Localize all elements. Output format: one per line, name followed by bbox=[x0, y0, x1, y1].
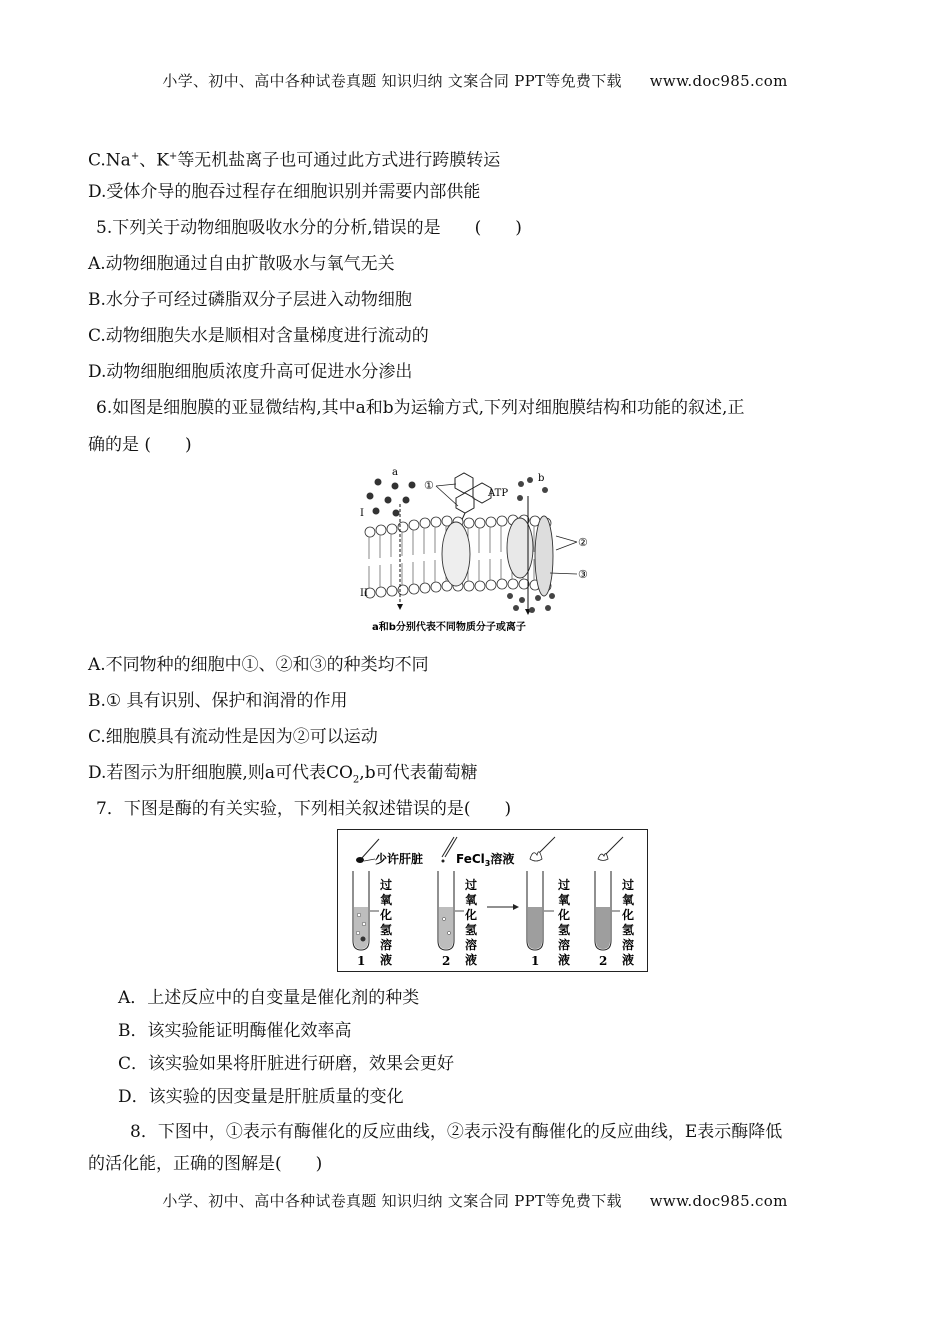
q4-option-c: C.Na+、K+等无机盐离子也可通过此方式进行跨膜转运 bbox=[88, 150, 501, 171]
svg-text:氧: 氧 bbox=[465, 893, 478, 907]
h2o2-label-2a: 过 bbox=[465, 878, 478, 892]
q5-option-d: D.动物细胞细胞质浓度升高可促进水分渗出 bbox=[88, 362, 413, 382]
q8-stem-line1: 8．下图中，①表示有酶催化的反应曲线，②表示没有酶催化的反应曲线，E表示酶降低 bbox=[130, 1122, 783, 1142]
footer-text: 小学、初中、高中各种试卷真题 知识归纳 文案合同 PPT等免费下载 bbox=[162, 1192, 622, 1210]
q6-option-a: A.不同物种的细胞中①、②和③的种类均不同 bbox=[88, 655, 429, 675]
svg-text:溶: 溶 bbox=[558, 938, 571, 952]
protein-embedded bbox=[442, 522, 470, 586]
h2o2-label-1a: 过 bbox=[380, 878, 393, 892]
q7-option-c: C．该实验如果将肝脏进行研磨，效果会更好 bbox=[118, 1054, 455, 1074]
q5-option-c: C.动物细胞失水是顺相对含量梯度进行流动的 bbox=[88, 326, 429, 346]
q7-stem: 7．下图是酶的有关实验，下列相关叙述错误的是( ) bbox=[96, 799, 512, 819]
label-liver: 少许肝脏 bbox=[375, 852, 424, 866]
tube-number-2a: 2 bbox=[442, 954, 451, 968]
label-1: ① bbox=[424, 479, 434, 492]
q6-option-c: C.细胞膜具有流动性是因为②可以运动 bbox=[88, 727, 378, 747]
page-footer bbox=[0, 1190, 950, 1211]
h2o2-label-2b: 过 bbox=[622, 878, 635, 892]
svg-text:液: 液 bbox=[465, 953, 478, 967]
protein-channel bbox=[535, 516, 553, 596]
label-side-II: II bbox=[360, 588, 368, 599]
svg-text:氧: 氧 bbox=[622, 893, 635, 907]
label-2: ② bbox=[578, 536, 588, 549]
h2o2-label-1b: 过 bbox=[558, 878, 571, 892]
label-side-I: I bbox=[360, 508, 364, 519]
svg-text:化: 化 bbox=[622, 908, 635, 922]
svg-text:液: 液 bbox=[558, 953, 571, 967]
svg-text:溶: 溶 bbox=[380, 938, 393, 952]
q5-option-b: B.水分子可经过磷脂双分子层进入动物细胞 bbox=[88, 290, 412, 310]
svg-text:溶: 溶 bbox=[622, 938, 635, 952]
protein-surface bbox=[507, 518, 533, 578]
svg-text:氧: 氧 bbox=[380, 893, 393, 907]
label-3: ③ bbox=[578, 568, 588, 581]
footer-site: www.doc985.com bbox=[649, 1192, 788, 1210]
label-atp: ATP bbox=[488, 488, 509, 499]
label-b: b bbox=[538, 473, 545, 484]
svg-text:液: 液 bbox=[380, 953, 393, 967]
tube-number-1b: 1 bbox=[531, 954, 540, 968]
header-text: 小学、初中、高中各种试卷真题 知识归纳 文案合同 PPT等免费下载 bbox=[162, 72, 622, 90]
page-header bbox=[0, 70, 950, 91]
tube-number-1a: 1 bbox=[357, 954, 366, 968]
svg-text:液: 液 bbox=[622, 953, 635, 967]
membrane-figure bbox=[360, 466, 605, 636]
q5-option-a: A.动物细胞通过自由扩散吸水与氧气无关 bbox=[88, 254, 395, 274]
header-site: www.doc985.com bbox=[649, 72, 788, 90]
svg-text:氢: 氢 bbox=[465, 923, 478, 937]
label-fecl3: FeCl$_3$溶液 bbox=[456, 852, 515, 868]
svg-text:化: 化 bbox=[558, 908, 571, 922]
q4-option-d: D.受体介导的胞吞过程存在细胞识别并需要内部供能 bbox=[88, 182, 481, 202]
svg-text:氢: 氢 bbox=[622, 923, 635, 937]
enzyme-figure bbox=[337, 829, 648, 973]
q6-stem-line1: 6.如图是细胞膜的亚显微结构,其中a和b为运输方式,下列对细胞膜结构和功能的叙述,正 bbox=[96, 398, 745, 418]
q5-stem: 5.下列关于动物细胞吸收水分的分析,错误的是 ( ) bbox=[96, 218, 522, 238]
q7-option-b: B．该实验能证明酶催化效率高 bbox=[118, 1021, 352, 1041]
figure-caption: a和b分别代表不同物质分子或离子 bbox=[372, 622, 526, 633]
svg-text:氢: 氢 bbox=[380, 923, 393, 937]
q6-stem-line2: 确的是 ( ) bbox=[88, 435, 192, 455]
tube-number-2b: 2 bbox=[599, 954, 608, 968]
svg-text:氧: 氧 bbox=[558, 893, 571, 907]
q7-option-a: A．上述反应中的自变量是催化剂的种类 bbox=[118, 988, 420, 1008]
svg-text:化: 化 bbox=[380, 908, 393, 922]
svg-text:氢: 氢 bbox=[558, 923, 571, 937]
svg-text:化: 化 bbox=[465, 908, 478, 922]
q7-option-d: D．该实验的因变量是肝脏质量的变化 bbox=[118, 1087, 404, 1107]
label-a: a bbox=[392, 467, 398, 478]
svg-text:溶: 溶 bbox=[465, 938, 478, 952]
q8-stem-line2: 的活化能，正确的图解是( ) bbox=[88, 1154, 323, 1174]
q6-option-d: D.若图示为肝细胞膜,则a可代表$CO_2,b$可代表葡萄糖 bbox=[88, 763, 478, 786]
q6-option-b: B.① 具有识别、保护和润滑的作用 bbox=[88, 691, 348, 711]
